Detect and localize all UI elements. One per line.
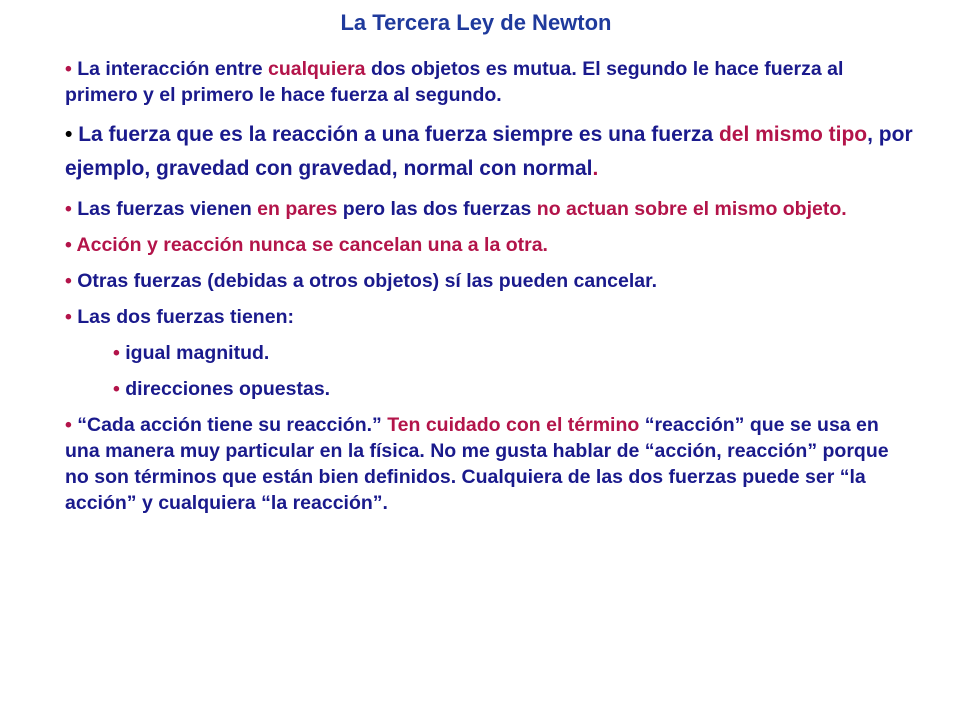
text: La fuerza que es la reacción a una fuerza siempre es una fuerza <box>78 123 719 146</box>
text: Acción y reacción nunca se cancelan una a la otra. <box>76 234 548 256</box>
bullet-pairs <box>65 196 915 222</box>
sub-bullet-directions <box>113 376 915 402</box>
page-title: La Tercera Ley de Newton <box>340 10 612 35</box>
bullet-marker: • <box>65 270 72 292</box>
bullet-marker: • <box>113 378 120 400</box>
highlight-text: del mismo tipo <box>718 123 868 146</box>
sub-bullet-magnitude <box>113 340 915 366</box>
bullet-marker: • <box>65 414 72 436</box>
text: dos objetos es mutua. El segundo le hace fuerza al primero y el primero le hace fuerza al segundo. <box>65 58 844 106</box>
highlight-text: cualquiera <box>267 58 366 80</box>
highlight-text: no actuan sobre el mismo objeto. <box>536 198 847 220</box>
bullet-marker: • <box>113 342 120 364</box>
text: . <box>592 157 599 180</box>
bullet-same-type <box>65 118 915 186</box>
bullet-marker: • <box>65 123 73 146</box>
text: pero las dos fuerzas <box>337 198 537 220</box>
bullet-action-reaction <box>65 412 915 516</box>
highlight-text: en pares <box>257 198 338 220</box>
bullet-no-cancel <box>65 232 915 258</box>
highlight-text: Ten cuidado con el término <box>387 414 640 436</box>
bullet-marker: • <box>65 306 72 328</box>
text: , por ejemplo, gravedad con gravedad, normal con normal <box>65 123 913 180</box>
text: direcciones opuestas. <box>125 378 331 400</box>
text: igual magnitud. <box>125 342 270 364</box>
bullet-marker: • <box>65 198 72 220</box>
text: La interacción entre <box>77 58 268 80</box>
text: Otras fuerzas (debidas a otros objetos) sí las pueden cancelar. <box>77 270 658 292</box>
text: “Cada acción tiene su reacción.” <box>77 414 388 436</box>
slide-content <box>65 56 915 526</box>
bullet-marker: • <box>65 58 72 80</box>
text: Las fuerzas vienen <box>77 198 258 220</box>
bullet-mutual-interaction <box>65 56 915 108</box>
bullet-two-forces <box>65 304 915 330</box>
bullet-marker: • <box>65 234 72 256</box>
text: Las dos fuerzas tienen: <box>77 306 294 328</box>
text: “reacción” que se usa en una manera muy particular en la física. No me gusta hablar de “acción, reacción” porque no son términos que están bien definidos. Cualquiera de las dos fuerzas puede ser “la acción” y cualquiera “la reacción”. <box>65 414 889 514</box>
bullet-other-forces <box>65 268 915 294</box>
